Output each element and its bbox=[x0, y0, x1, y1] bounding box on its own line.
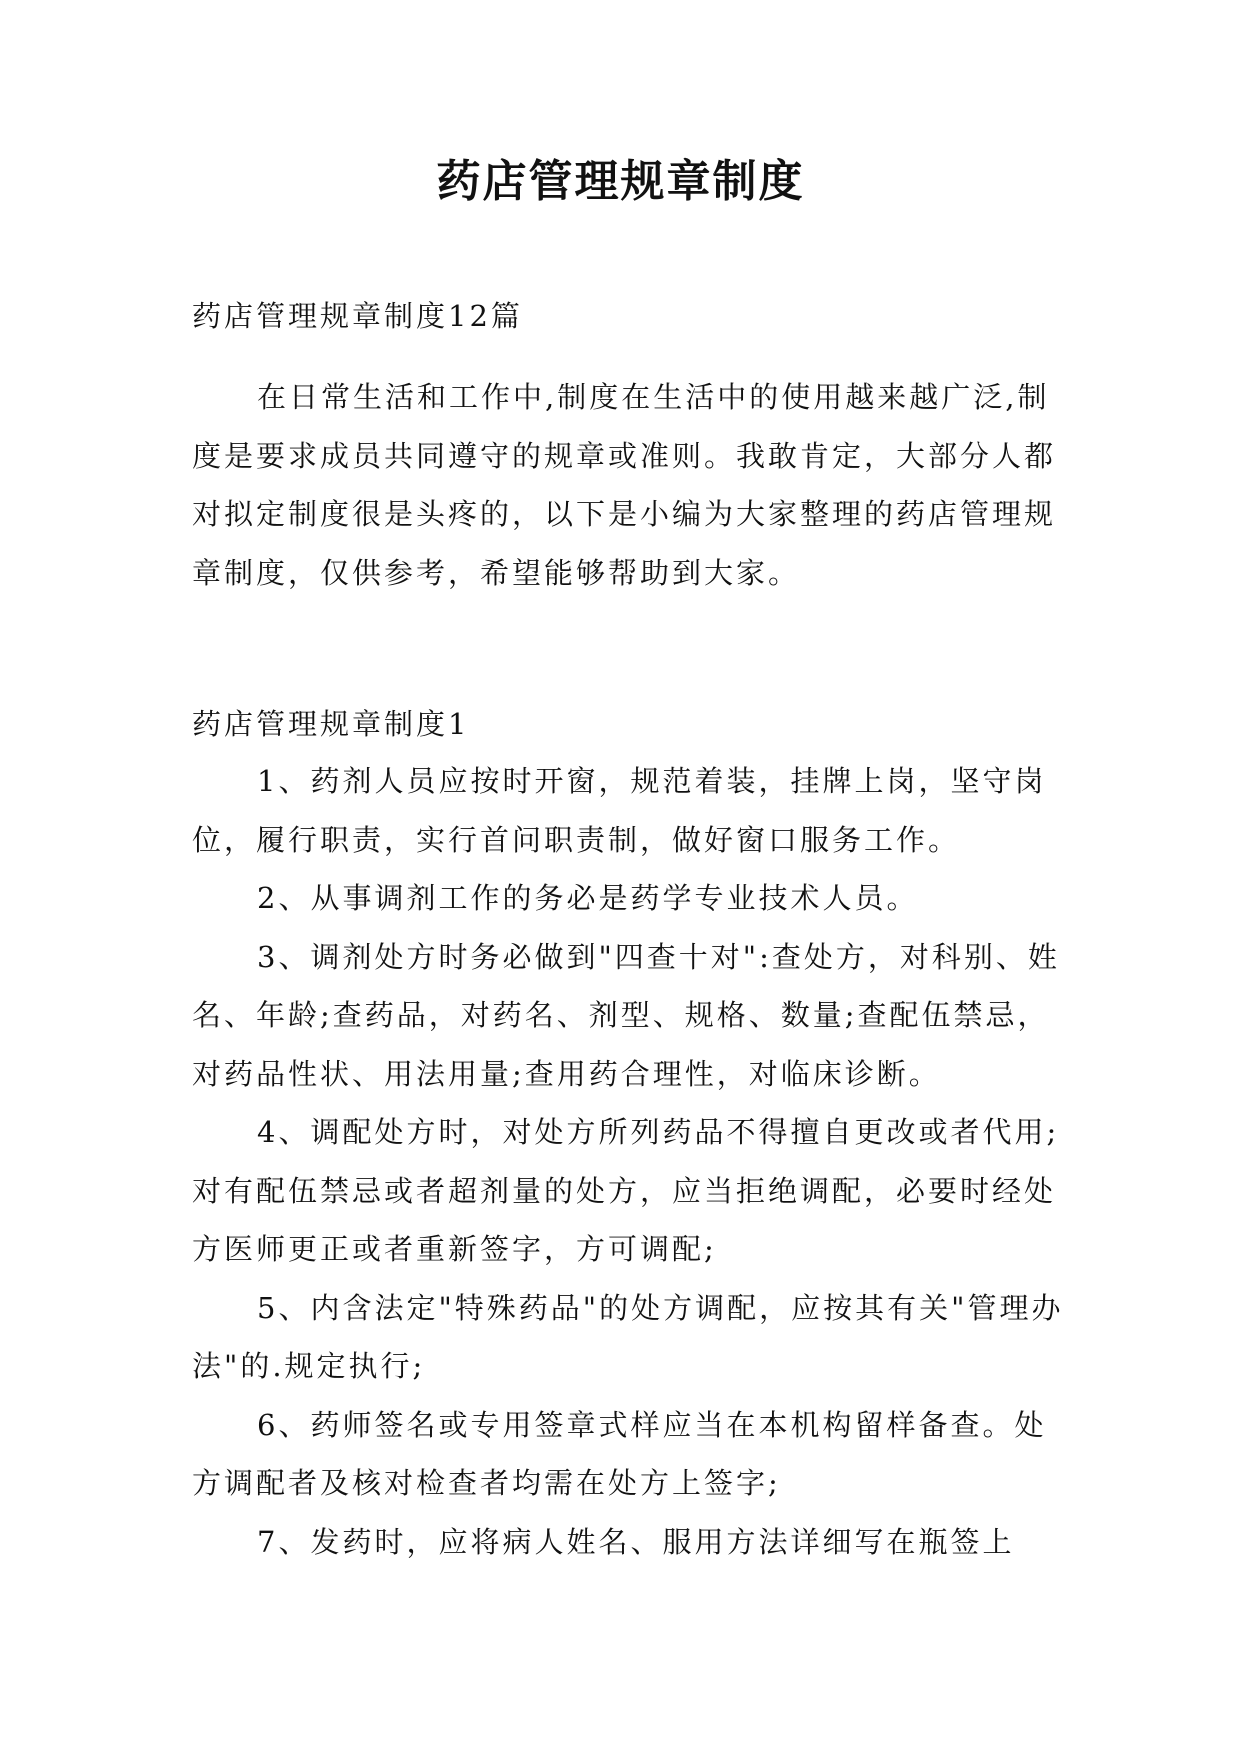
document-subtitle: 药店管理规章制度12篇 bbox=[192, 299, 523, 333]
rule-item-5: 5、内含法定"特殊药品"的处方调配，应按其有关"管理办法"的.规定执行; bbox=[192, 1290, 1064, 1383]
rule-item-1: 1、药剂人员应按时开窗，规范着装，挂牌上岗，坚守岗位，履行职责，实行首问职责制，做好窗口服务工作。 bbox=[192, 764, 1047, 857]
intro-paragraph: 在日常生活和工作中,制度在生活中的使用越来越广泛,制度是要求成员共同遵守的规章或准则。我敢肯定，大部分人都对拟定制度很是头疼的，以下是小编为大家整理的药店管理规章制度，仅供参考，希望能够帮助到大家。 bbox=[192, 380, 1057, 590]
rule-item-6: 6、药师签名或专用签章式样应当在本机构留样备查。处方调配者及核对检查者均需在处方上签字; bbox=[192, 1407, 1047, 1500]
rule-item-7: 7、发药时，应将病人姓名、服用方法详细写在瓶签上 bbox=[257, 1524, 1015, 1559]
rule-item-2: 2、从事调剂工作的务必是药学专业技术人员。 bbox=[257, 881, 919, 915]
document-title: 药店管理规章制度 bbox=[436, 156, 805, 207]
rule-list bbox=[192, 752, 1072, 1571]
rule-item-3: 3、调剂处方时务必做到"四查十对":查处方，对科别、姓名、年龄;查药品，对药名、剂型、规格、数量;查配伍禁忌，对药品性状、用法用量;查用药合理性，对临床诊断。 bbox=[192, 939, 1060, 1091]
section-heading: 药店管理规章制度1 bbox=[192, 707, 470, 741]
rule-item-4: 4、调配处方时，对处方所列药品不得擅自更改或者代用;对有配伍禁忌或者超剂量的处方，应当拒绝调配，必要时经处方医师更正或者重新签字，方可调配; bbox=[192, 1115, 1060, 1266]
